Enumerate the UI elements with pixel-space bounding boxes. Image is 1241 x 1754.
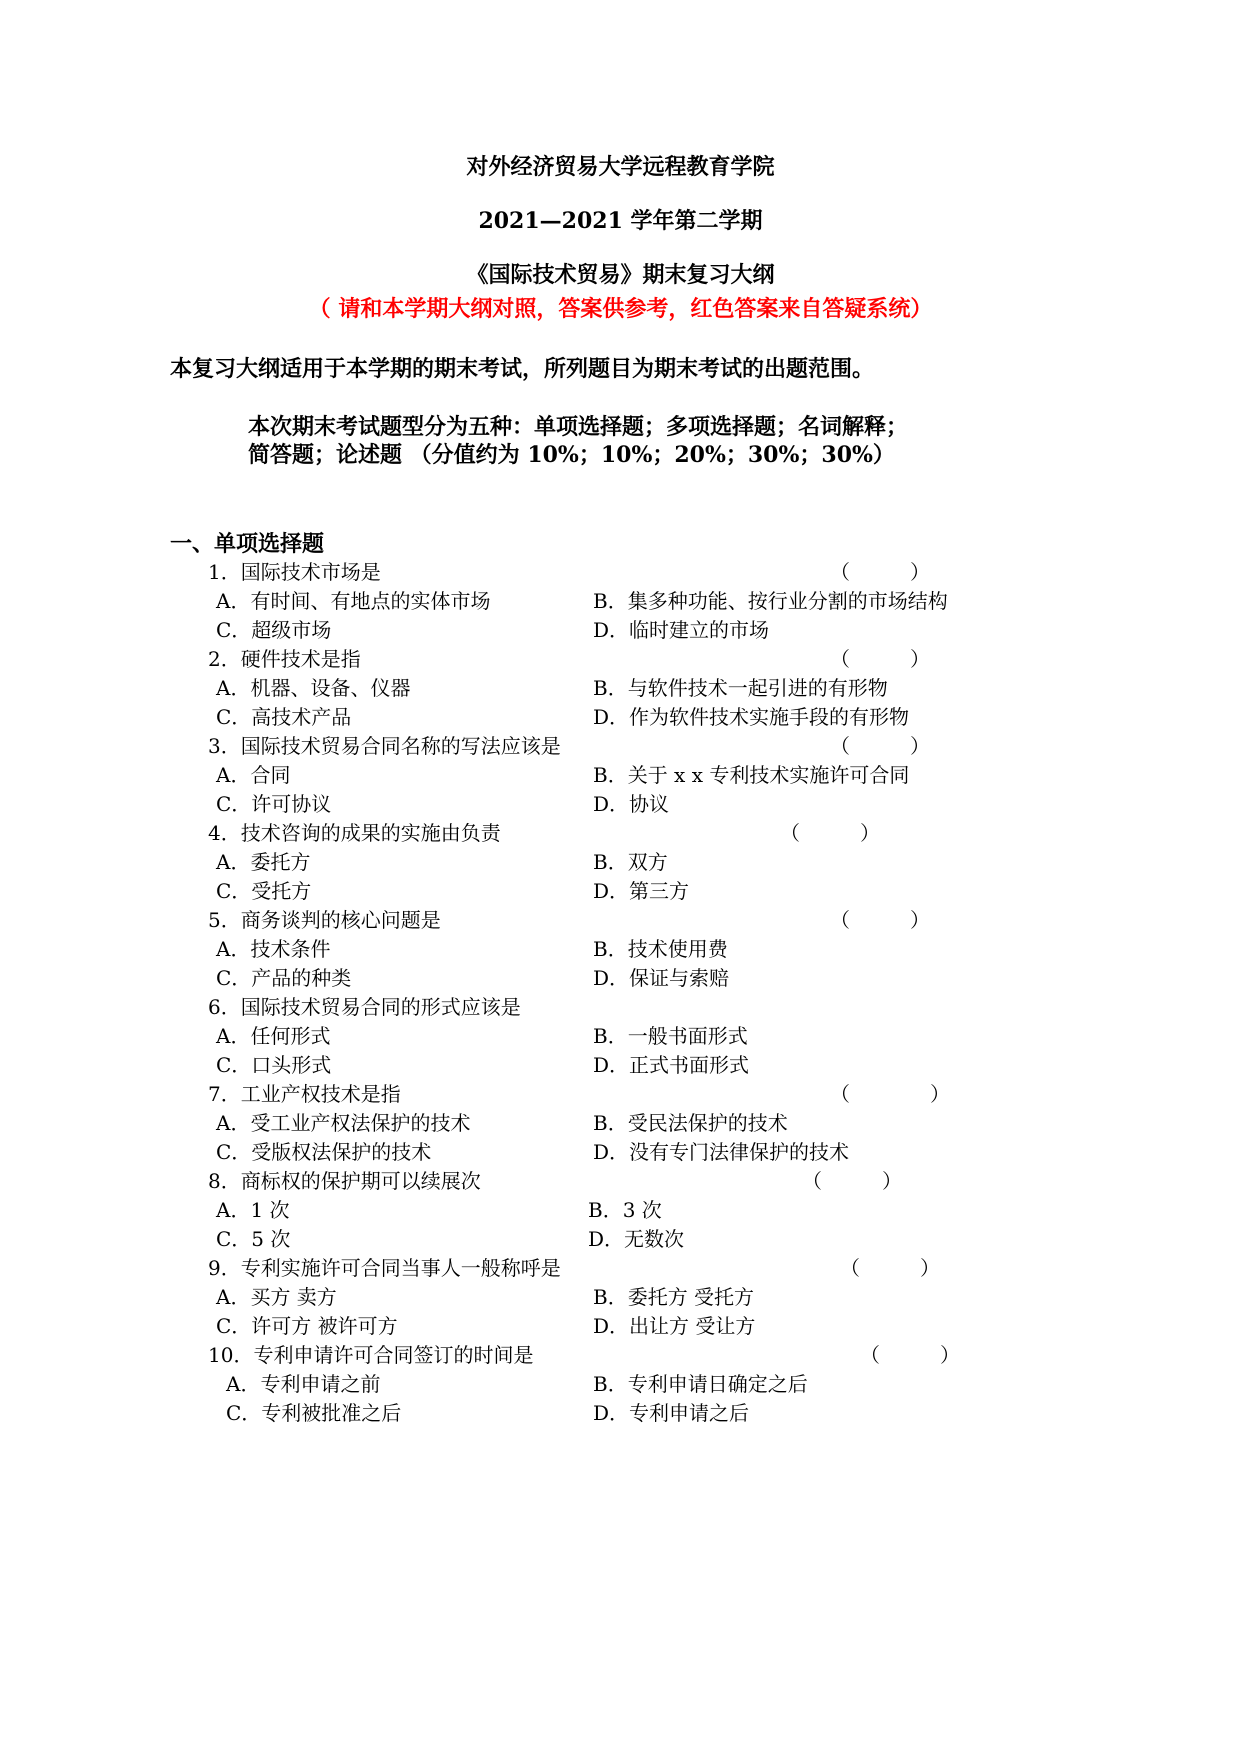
answer-paren: （ ） xyxy=(830,560,930,584)
option-b: B．与软件技术一起引进的有形物 xyxy=(593,676,888,700)
option-d: D．无数次 xyxy=(588,1227,685,1251)
question-stem: 4．技术咨询的成果的实施由负责 xyxy=(208,821,501,845)
option-b: B．双方 xyxy=(593,850,668,874)
option-b: B．专利申请日确定之后 xyxy=(593,1372,808,1396)
question-stem: 5．商务谈判的核心问题是 xyxy=(208,908,441,932)
option-d: D．第三方 xyxy=(593,879,690,903)
question-stem: 9．专利实施许可合同当事人一般称呼是 xyxy=(208,1256,561,1280)
answer-note: （ 请和本学期大纲对照，答案供参考，红色答案来自答疑系统） xyxy=(308,296,933,322)
option-a: A．1 次 xyxy=(216,1198,290,1222)
question-stem: 6．国际技术贸易合同的形式应该是 xyxy=(208,995,521,1019)
option-d: D．出让方 受让方 xyxy=(593,1314,756,1338)
option-d: D．作为软件技术实施手段的有形物 xyxy=(593,705,910,729)
option-b: B．3 次 xyxy=(588,1198,662,1222)
answer-paren: （ ） xyxy=(860,1343,960,1367)
option-c: C．高技术产品 xyxy=(216,705,352,729)
option-b: B．受民法保护的技术 xyxy=(593,1111,788,1135)
option-c: C．受托方 xyxy=(216,879,312,903)
option-a: A．有时间、有地点的实体市场 xyxy=(216,589,491,613)
option-a: A．委托方 xyxy=(216,850,311,874)
option-b: B．技术使用费 xyxy=(593,937,728,961)
question-stem: 1．国际技术市场是 xyxy=(208,560,381,584)
answer-paren: （ ） xyxy=(830,647,930,671)
question-types-line2: 简答题；论述题 （分值约为 10%；10%；20%；30%；30%） xyxy=(248,442,895,468)
scope-statement: 本复习大纲适用于本学期的期末考试，所列题目为期末考试的出题范围。 xyxy=(170,356,875,382)
option-a: A．合同 xyxy=(216,763,291,787)
option-c: C．5 次 xyxy=(216,1227,291,1251)
option-d: D．协议 xyxy=(593,792,670,816)
option-c: C．口头形式 xyxy=(216,1053,332,1077)
option-b: B．集多种功能、按行业分割的市场结构 xyxy=(593,589,948,613)
option-c: C．超级市场 xyxy=(216,618,332,642)
option-c: C．许可方 被许可方 xyxy=(216,1314,398,1338)
question-types-line1: 本次期末考试题型分为五种：单项选择题；多项选择题；名词解释； xyxy=(248,414,909,440)
answer-paren: （ ） xyxy=(830,734,930,758)
option-c: C．受版权法保护的技术 xyxy=(216,1140,432,1164)
option-a: A．任何形式 xyxy=(216,1024,331,1048)
section-title-single-choice: 一、单项选择题 xyxy=(170,531,325,557)
school-name: 对外经济贸易大学远程教育学院 xyxy=(466,154,775,180)
option-a: A．技术条件 xyxy=(216,937,331,961)
option-d: D．专利申请之后 xyxy=(593,1401,750,1425)
question-stem: 2．硬件技术是指 xyxy=(208,647,361,671)
answer-paren: （ ） xyxy=(830,908,930,932)
answer-paren: （ ） xyxy=(780,821,880,845)
question-stem: 7．工业产权技术是指 xyxy=(208,1082,401,1106)
option-b: B．关于 x x 专利技术实施许可合同 xyxy=(593,763,910,787)
option-d: D．没有专门法律保护的技术 xyxy=(593,1140,850,1164)
answer-paren: （ ） xyxy=(830,1082,950,1106)
option-b: B．委托方 受托方 xyxy=(593,1285,755,1309)
option-a: A．专利申请之前 xyxy=(226,1372,381,1396)
option-a: A．受工业产权法保护的技术 xyxy=(216,1111,471,1135)
option-a: A．机器、设备、仪器 xyxy=(216,676,411,700)
option-c: C．产品的种类 xyxy=(216,966,352,990)
course-title: 《国际技术贸易》期末复习大纲 xyxy=(466,262,775,288)
question-stem: 8．商标权的保护期可以续展次 xyxy=(208,1169,481,1193)
option-d: D．临时建立的市场 xyxy=(593,618,770,642)
answer-paren: （ ） xyxy=(802,1169,902,1193)
option-c: C．许可协议 xyxy=(216,792,332,816)
answer-paren: （ ） xyxy=(840,1256,940,1280)
question-stem: 3．国际技术贸易合同名称的写法应该是 xyxy=(208,734,561,758)
option-a: A．买方 卖方 xyxy=(216,1285,337,1309)
option-d: D．正式书面形式 xyxy=(593,1053,750,1077)
option-d: D．保证与索赔 xyxy=(593,966,730,990)
option-b: B．一般书面形式 xyxy=(593,1024,748,1048)
question-stem: 10．专利申请许可合同签订的时间是 xyxy=(208,1343,534,1367)
option-c: C．专利被批准之后 xyxy=(226,1401,402,1425)
term-title: 2021—2021 学年第二学期 xyxy=(478,208,763,234)
